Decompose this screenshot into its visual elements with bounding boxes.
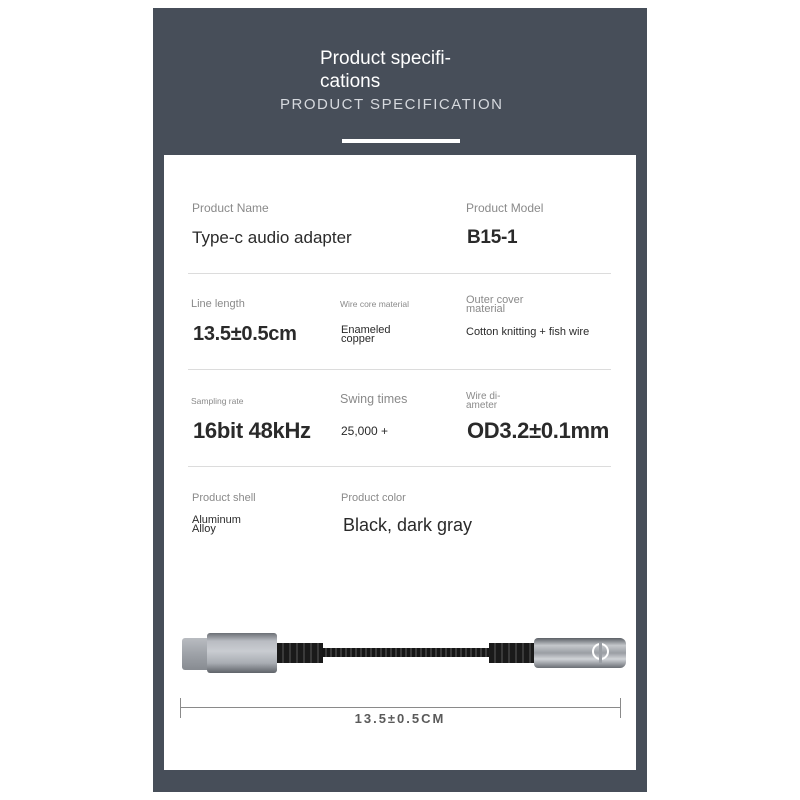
- page-title: [320, 47, 520, 93]
- dimension-label: 13.5±0.5CM: [354, 711, 446, 726]
- title-underline: [342, 139, 460, 143]
- product-shell-value: [192, 516, 241, 534]
- usb-c-plug-icon: [182, 638, 209, 670]
- product-name-value: Type-c audio adapter: [192, 228, 352, 247]
- line-length-label: Line length: [191, 298, 245, 310]
- wire-core-material-label: Wire core material: [340, 299, 409, 309]
- product-shell-line-1: Aluminum: [192, 514, 241, 526]
- strain-relief-left: [277, 643, 323, 663]
- wire-core-material-value: [341, 326, 391, 344]
- outer-cover-label-line-1: Outer cover: [466, 294, 524, 306]
- wire-core-line-2: copper: [341, 333, 375, 345]
- outer-cover-label-line-2: material: [466, 303, 506, 315]
- product-color-value: Black, dark gray: [343, 515, 473, 535]
- product-color-label: Product color: [341, 492, 406, 504]
- swing-times-label: Swing times: [340, 392, 408, 406]
- page-subtitle: PRODUCT SPECIFICATION: [280, 96, 504, 113]
- row-divider: [188, 273, 611, 274]
- product-model-label: Product Model: [466, 201, 544, 215]
- product-shell-line-2: Alloy: [192, 523, 216, 535]
- swing-times-value: 25,000 +: [341, 424, 389, 438]
- wire-core-line-1: Enameled: [341, 324, 391, 336]
- dimension-line: [181, 707, 621, 708]
- product-shell-label: Product shell: [192, 492, 256, 504]
- product-name-label: Product Name: [192, 201, 269, 215]
- dimension-tick-left: [180, 698, 181, 718]
- sampling-rate-value: 16bit 48kHz: [193, 418, 311, 443]
- strain-relief-right: [489, 643, 535, 663]
- wire-diameter-value: OD3.2±0.1mm: [467, 418, 610, 443]
- sampling-rate-label: Sampling rate: [191, 396, 244, 406]
- row-divider: [188, 369, 611, 370]
- dimension-tick-right: [620, 698, 621, 718]
- outer-cover-material-label: [466, 296, 523, 314]
- line-length-value: 13.5±0.5cm: [193, 323, 297, 345]
- product-model-value: B15-1: [467, 227, 518, 248]
- row-divider: [188, 466, 611, 467]
- wire-diameter-label-line-2: ameter: [466, 400, 498, 411]
- title-line-1: Product specifi-: [320, 48, 451, 69]
- title-line-2: cations: [320, 71, 381, 92]
- braided-cable: [322, 648, 490, 657]
- headphone-jack-icon: [592, 643, 609, 660]
- outer-cover-material-value: Cotton knitting + fish wire: [466, 326, 590, 338]
- wire-diameter-label: [466, 392, 500, 410]
- audio-jack-housing: [534, 638, 626, 668]
- usb-c-housing: [207, 633, 277, 673]
- wire-diameter-label-line-1: Wire di-: [466, 391, 501, 402]
